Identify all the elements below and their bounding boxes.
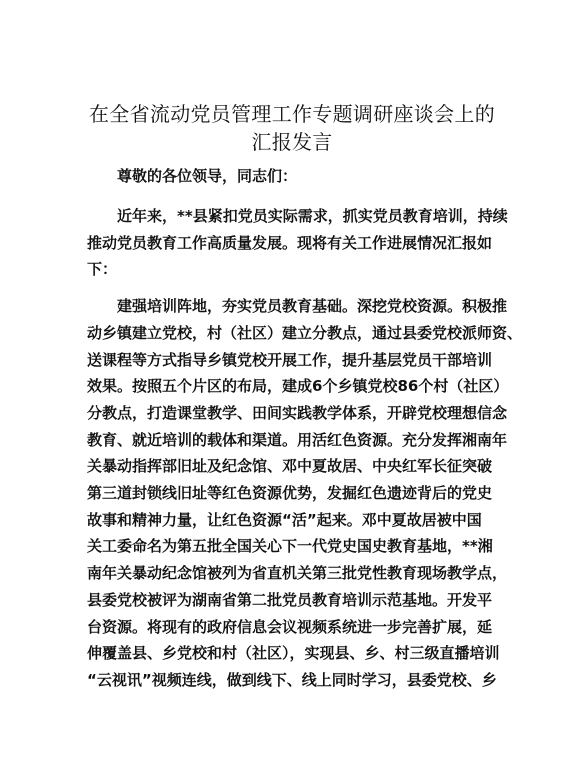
body-line: 效果。按照五个片区的布局，建成6个乡镇党校86个村（社区） [87, 377, 509, 396]
title-line-2: 汇报发言 [251, 130, 333, 154]
body-line: 送课程等方式指导乡镇党校开展工作，提升基层党员干部培训 [87, 350, 493, 369]
intro-paragraph [87, 203, 508, 283]
title-line-1: 在全省流动党员管理工作专题调研座谈会上的 [89, 102, 495, 126]
body-line: 分教点，打造课堂教学、田间实践教学体系，开辟党校理想信念 [87, 403, 508, 422]
body-paragraph [87, 293, 523, 694]
intro-line: 推动党员教育工作高质量发展。现将有关工作进展情况汇报如 [87, 233, 493, 252]
intro-line: 下： [87, 260, 118, 279]
body-line: 县委党校被评为湖南省第二批党员教育培训示范基地。开发平 [87, 590, 493, 609]
body-line: 动乡镇建立党校，村（社区）建立分教点，通过县委党校派师资、 [87, 323, 523, 342]
body-line: “云视讯”视频连线，做到线下、线上同时学习，县委党校、乡 [87, 670, 497, 689]
body-line: 南年关暴动纪念馆被列为省直机关第三批党性教育现场教学点， [87, 564, 508, 583]
body-line: 第三道封锁线旧址等红色资源优势，发掘红色遗迹背后的党史 [87, 484, 493, 503]
intro-line: 近年来，**县紧扣党员实际需求，抓实党员教育培训，持续 [117, 207, 508, 225]
document-title [87, 100, 497, 156]
body-line: 台资源。将现有的政府信息会议视频系统进一步完善扩展，延 [87, 617, 493, 636]
body-line: 关工委命名为第五批全国关心下一代党史国史教育基地，**湘 [87, 537, 493, 556]
body-line: 故事和精神力量，让红色资源“活”起来。邓中夏故居被中国 [87, 510, 482, 529]
salutation: 尊敬的各位领导，同志们： [117, 167, 298, 185]
body-line: 建强培训阵地，夯实党员教育基础。深挖党校资源。积极推 [117, 297, 508, 316]
body-line: 教育、就近培训的载体和渠道。用活红色资源。充分发挥湘南年 [87, 430, 508, 449]
body-line: 关暴动指挥部旧址及纪念馆、邓中夏故居、中央红军长征突破 [87, 457, 493, 476]
body-line: 伸覆盖县、乡党校和村（社区），实现县、乡、村三级直播培训 [87, 644, 500, 663]
